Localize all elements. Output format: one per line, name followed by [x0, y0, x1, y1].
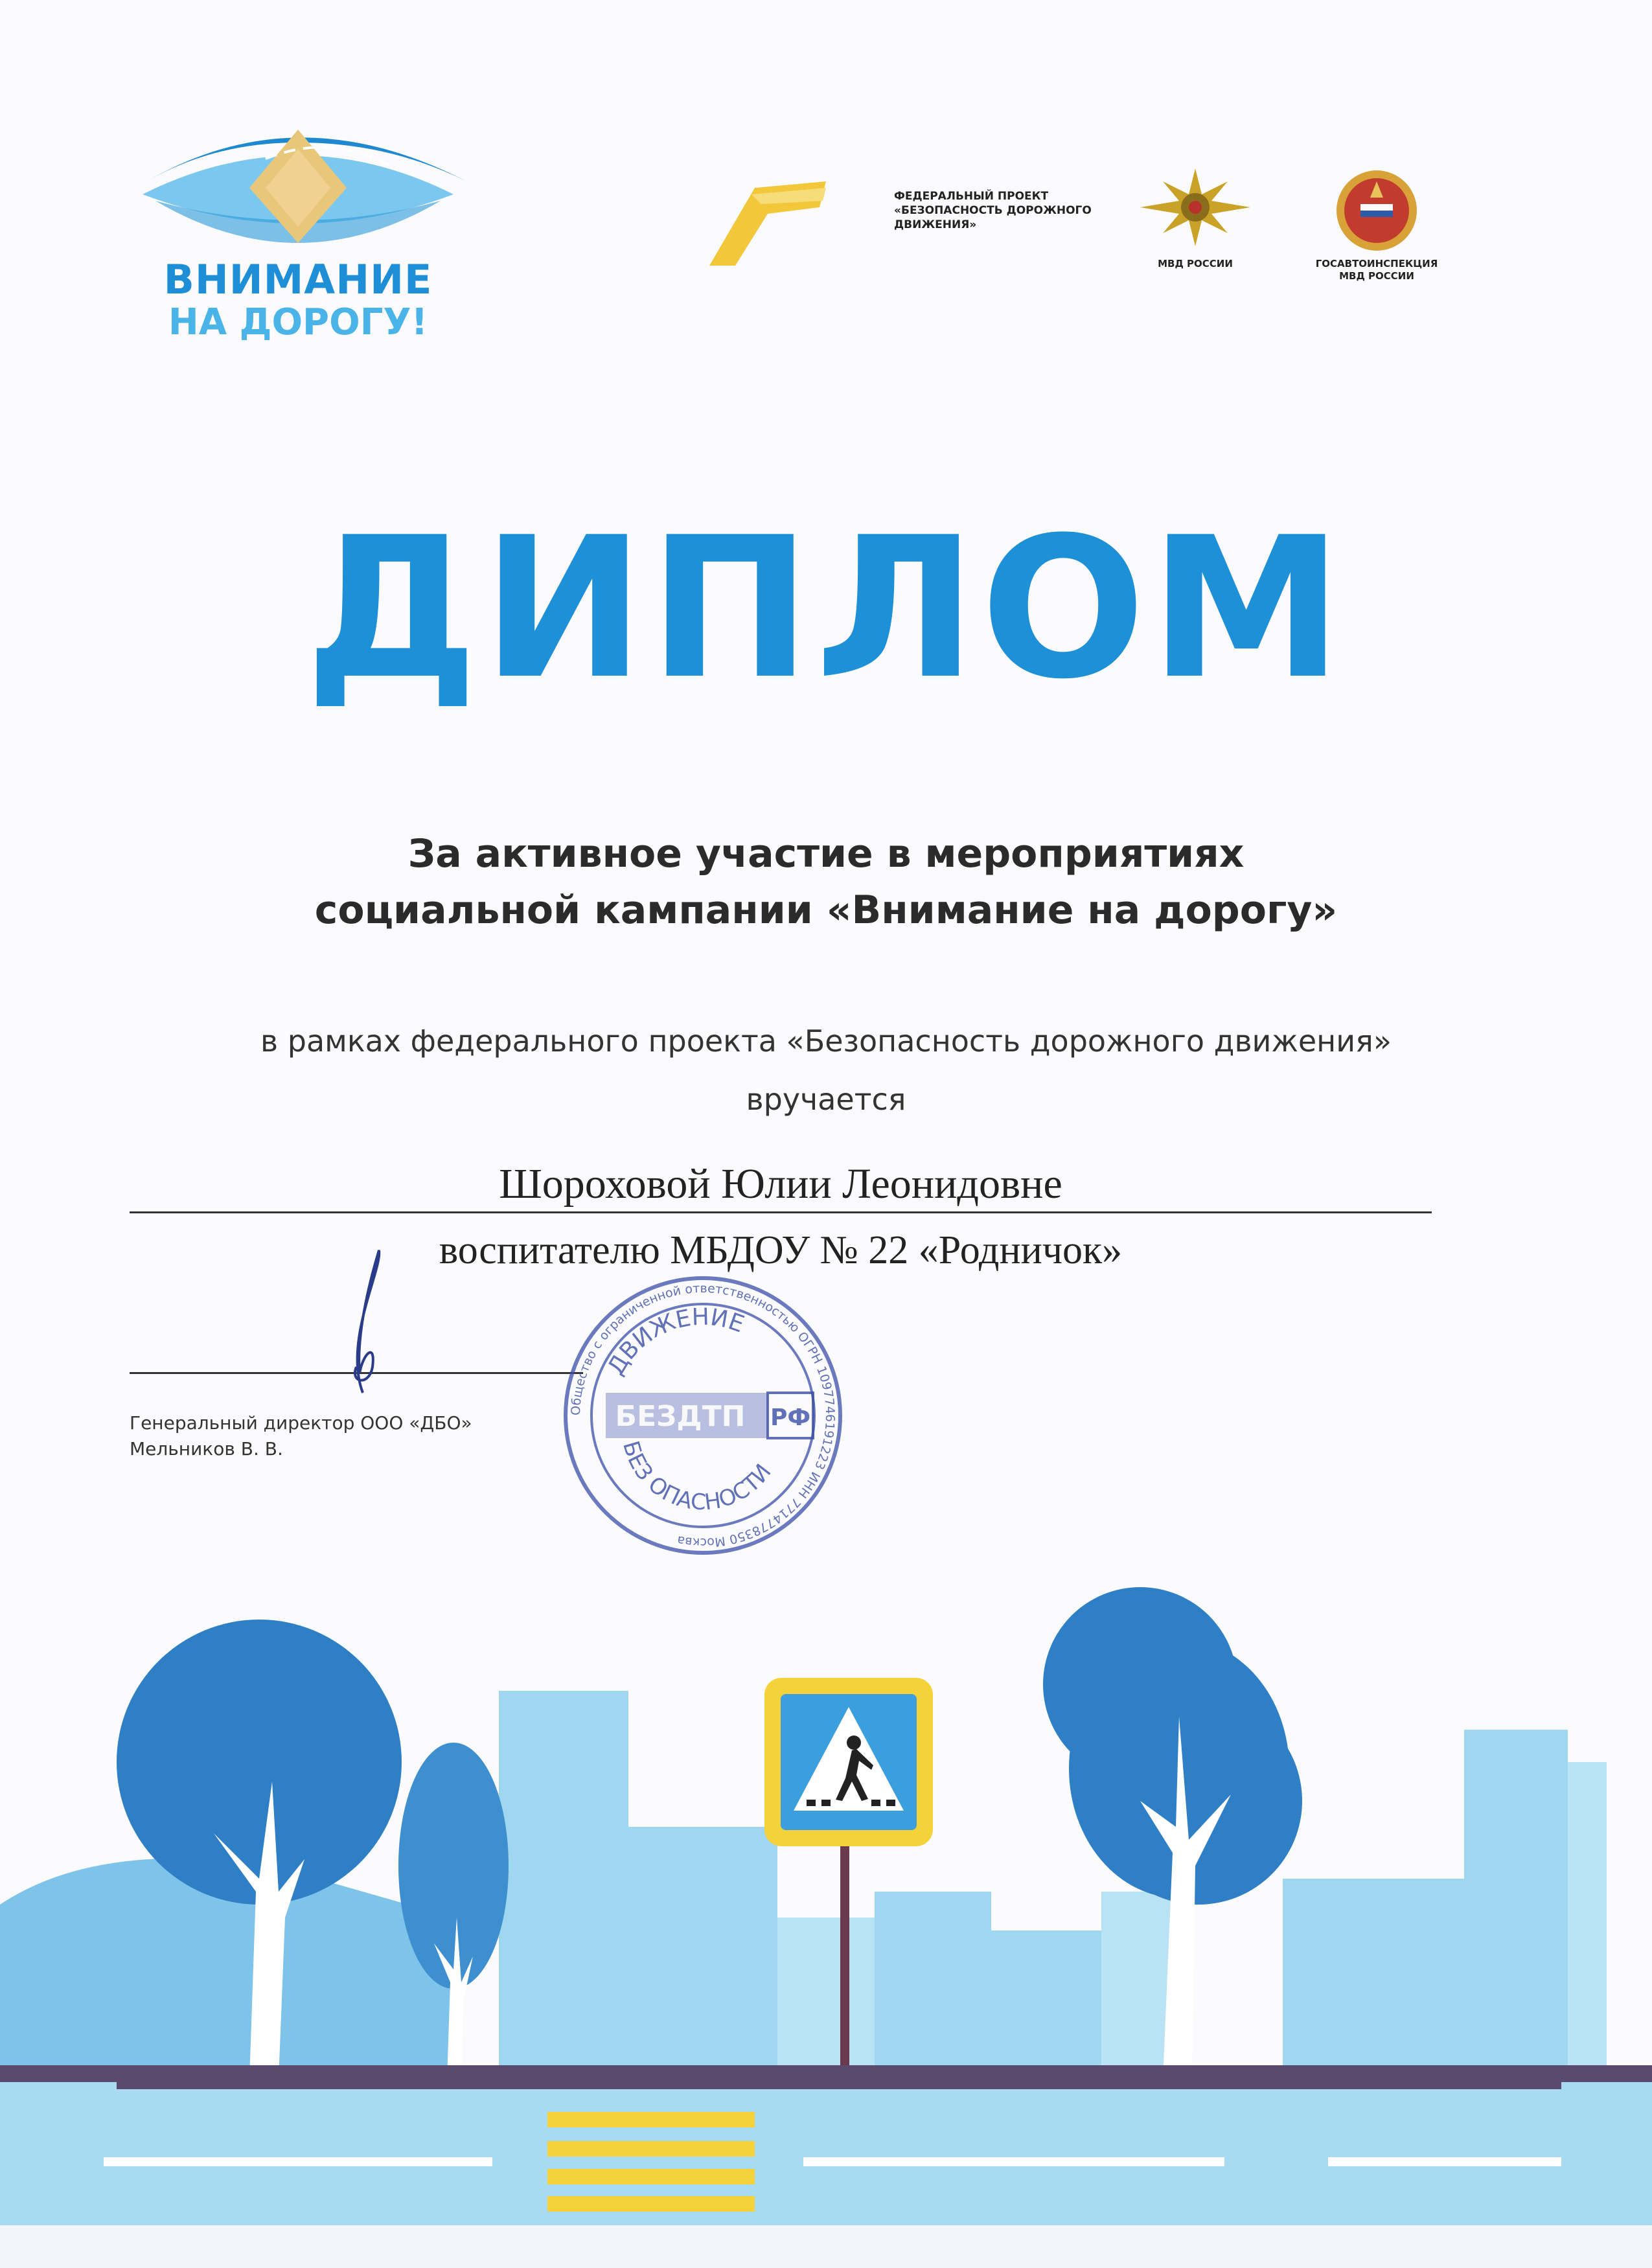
gibdd-emblem	[1331, 162, 1422, 259]
fed-project-line: ДВИЖЕНИЯ»	[894, 218, 977, 231]
brand-title: ВНИМАНИЕ	[163, 256, 433, 303]
national-projects-logo	[696, 168, 832, 272]
diploma-title: ДИПЛОМ	[304, 496, 1348, 722]
brand-subtitle: НА ДОРОГУ!	[168, 301, 428, 343]
handwritten-signature	[317, 1244, 421, 1399]
stamp-badge-text: РФ	[770, 1404, 811, 1431]
federal-project-label	[894, 189, 1101, 232]
stamp-outer-text: Общество с ограниченной ответственностью ОГРН 1097746191223 ИНН 7714778350 Москва	[568, 1281, 838, 1550]
company-stamp	[560, 1273, 845, 1558]
award-reason-line-1: За активное участие в мероприятиях	[407, 831, 1245, 876]
recipient-name: Шороховой Юлии Леонидовне	[499, 1160, 1062, 1208]
stamp-inner-bottom-text: БЕЗ ОПАСНОСТИ	[617, 1438, 777, 1516]
city-street-illustration	[0, 1555, 1652, 2268]
fed-project-line: «БЕЗОПАСНОСТЬ ДОРОЖНОГО	[894, 204, 1092, 217]
svg-text:БЕЗ ОПАСНОСТИ	[617, 1438, 777, 1516]
gibdd-label	[1289, 258, 1464, 282]
gibdd-label-line: МВД РОССИИ	[1339, 270, 1414, 282]
signer-name: Мельников В. В.	[130, 1438, 283, 1460]
recipient-position: воспитателю МБДОУ № 22 «Родничок»	[439, 1228, 1123, 1272]
gibdd-label-line: ГОСАВТОИНСПЕКЦИЯ	[1315, 258, 1438, 269]
mvd-label: МВД РОССИИ	[1158, 258, 1233, 269]
stamp-inner-top-text: ДВИЖЕНИЕ	[602, 1303, 748, 1380]
stamp-center-text: БЕЗДТП	[615, 1400, 746, 1433]
signer-role: Генеральный директор ООО «ДБО»	[130, 1412, 472, 1434]
mvd-eagle-emblem	[1121, 162, 1270, 253]
awarded-label: вручается	[746, 1082, 906, 1117]
name-underline	[130, 1211, 1432, 1213]
fed-project-line: ФЕДЕРАЛЬНЫЙ ПРОЕКТ	[894, 190, 1049, 203]
award-reason-line-2: социальной кампании «Внимание на дорогу»	[314, 888, 1338, 933]
project-context: в рамках федерального проекта «Безопасность дорожного движения»	[260, 1024, 1392, 1059]
